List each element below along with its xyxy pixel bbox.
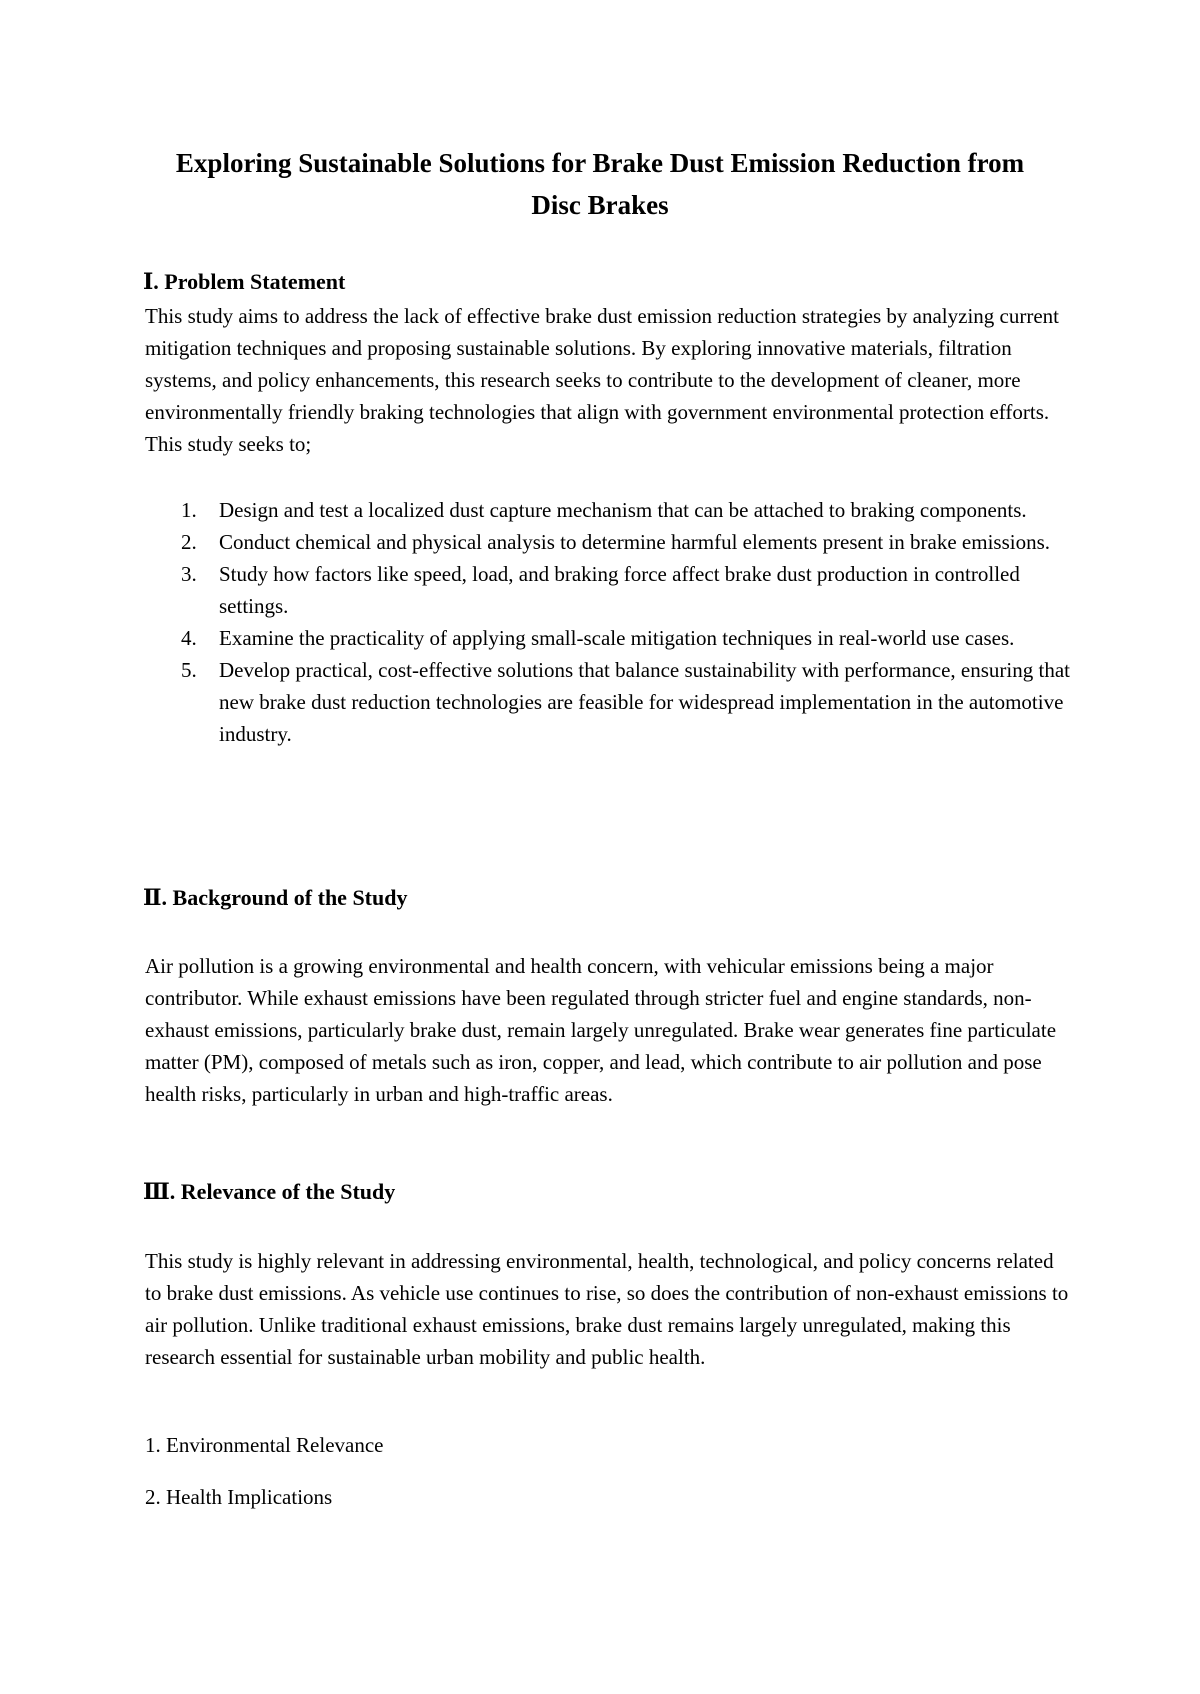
problem-statement-paragraph: This study aims to address the lack of effective brake dust emission reduction strategies by analyzing current mitigation techniques and proposing sustainable solutions. By exploring innovative materials, filtration systems, and policy enhancements, this research seeks to contribute to the development of cleaner, more environmentally friendly braking technologies that align with government environmental protection efforts. This study seeks to; <box>145 304 1060 456</box>
relevance-item-health: 2. Health Implications <box>145 1485 333 1509</box>
section-heading-relevance: Ⅲ. Relevance of the Study <box>143 1179 396 1204</box>
list-item <box>175 558 1075 622</box>
list-item-number: 4. <box>181 626 197 650</box>
list-item-number: 5. <box>181 658 197 682</box>
objectives-list <box>175 494 1075 750</box>
background-paragraph: Air pollution is a growing environmental and health concern, with vehicular emissions being a major contributor. While exhaust emissions have been regulated through stricter fuel and engine standards, non-exhaust emissions, particularly brake dust, remain largely unregulated. Brake wear generates fine particulate matter (PM), composed of metals such as iron, copper, and lead, which contribute to air pollution and pose health risks, particularly in urban and high-traffic areas. <box>145 954 1057 1106</box>
list-item-number: 1. <box>181 498 197 522</box>
list-item-text: Conduct chemical and physical analysis to determine harmful elements present in brake emissions. <box>219 530 1051 554</box>
list-item-text: Develop practical, cost-effective solutions that balance sustainability with performance, ensuring that new brake dust reduction technologies are feasible for widespread implementation in the automotive industry. <box>219 658 1070 746</box>
list-item-text: Study how factors like speed, load, and braking force affect brake dust production in controlled settings. <box>219 562 1020 618</box>
section-heading-problem-statement: Ⅰ. Problem Statement <box>143 269 346 294</box>
relevance-paragraph: This study is highly relevant in addressing environmental, health, technological, and policy concerns related to brake dust emissions. As vehicle use continues to rise, so does the contribution of non-exhaust emissions to air pollution. Unlike traditional exhaust emissions, brake dust remains largely unregulated, making this research essential for sustainable urban mobility and public health. <box>145 1249 1069 1369</box>
list-item-text: Design and test a localized dust capture mechanism that can be attached to braking components. <box>219 498 1027 522</box>
list-item <box>175 654 1075 750</box>
section-heading-background: Ⅱ. Background of the Study <box>143 885 408 910</box>
list-item <box>175 622 1075 654</box>
document-title: Exploring Sustainable Solutions for Brake Dust Emission Reduction from Disc Brakes <box>175 148 1025 220</box>
list-item <box>175 526 1075 558</box>
list-item <box>175 494 1075 526</box>
relevance-item-environmental: 1. Environmental Relevance <box>145 1433 384 1457</box>
list-item-number: 2. <box>181 530 197 554</box>
list-item-text: Examine the practicality of applying small-scale mitigation techniques in real-world use cases. <box>219 626 1015 650</box>
list-item-number: 3. <box>181 562 197 586</box>
